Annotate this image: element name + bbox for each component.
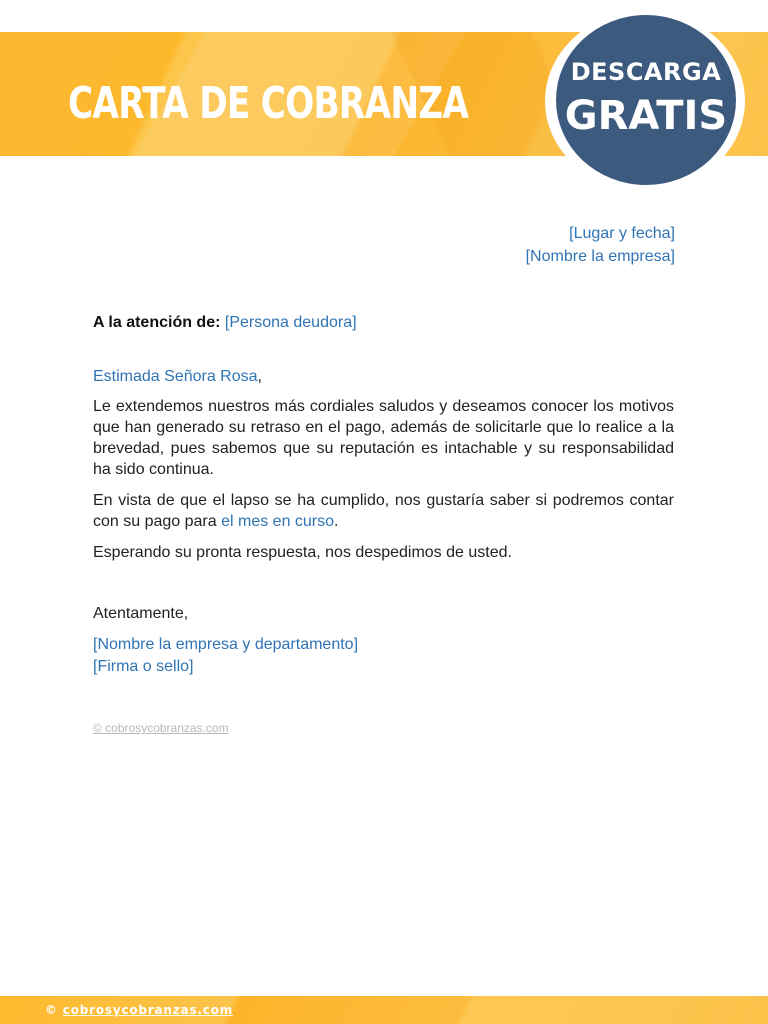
- copyright-symbol: ©: [45, 1003, 58, 1017]
- debtor-field: [Persona deudora]: [224, 314, 357, 331]
- greeting-punct: ,: [257, 368, 262, 385]
- paragraph-1: Le extendemos nuestros más cordiales saludos y deseamos conocer los motivos que han generado su retraso en el pago, además de solicitarle que lo realice a la brevedad, pues sabemos que su reputación es intachable y su responsabilidad ha sido continua.: [93, 398, 674, 478]
- greeting-text: Estimada Señora Rosa: [93, 368, 258, 385]
- download-badge[interactable]: [556, 15, 736, 185]
- badge-label-top: DESCARGA: [570, 58, 722, 86]
- greeting: [93, 366, 262, 388]
- badge-label-bottom: GRATIS: [564, 93, 728, 139]
- signature-block: [93, 634, 358, 678]
- company-name-field: [Nombre la empresa]: [525, 248, 675, 265]
- signature-seal-field: [Firma o sello]: [93, 658, 194, 675]
- closing: Atentamente,: [93, 605, 189, 622]
- page-title: CARTA DE COBRANZA: [68, 78, 469, 129]
- paragraph-2-end: .: [334, 513, 339, 530]
- footer-credit[interactable]: [45, 1003, 233, 1017]
- letter-body: [93, 396, 674, 573]
- footer-bar: [0, 996, 768, 1024]
- attention-label: A la atención de:: [93, 314, 221, 331]
- paragraph-2: [93, 490, 674, 532]
- footer-site-link[interactable]: cobrosycobranzas.com: [62, 1003, 234, 1017]
- paragraph-2-start: En vista de que el lapso se ha cumplido, nos gustaría saber si podremos contar con su pago para: [93, 492, 674, 530]
- paragraph-2-highlight: el mes en curso: [221, 513, 335, 530]
- credit-link[interactable]: © cobrosycobranzas.com: [93, 721, 229, 735]
- place-date-field: [Lugar y fecha]: [569, 225, 675, 242]
- attention-line: [93, 312, 357, 334]
- sender-block: [526, 222, 675, 268]
- paragraph-3: Esperando su pronta respuesta, nos despedimos de usted.: [93, 544, 512, 561]
- signature-company-field: [Nombre la empresa y departamento]: [93, 636, 359, 653]
